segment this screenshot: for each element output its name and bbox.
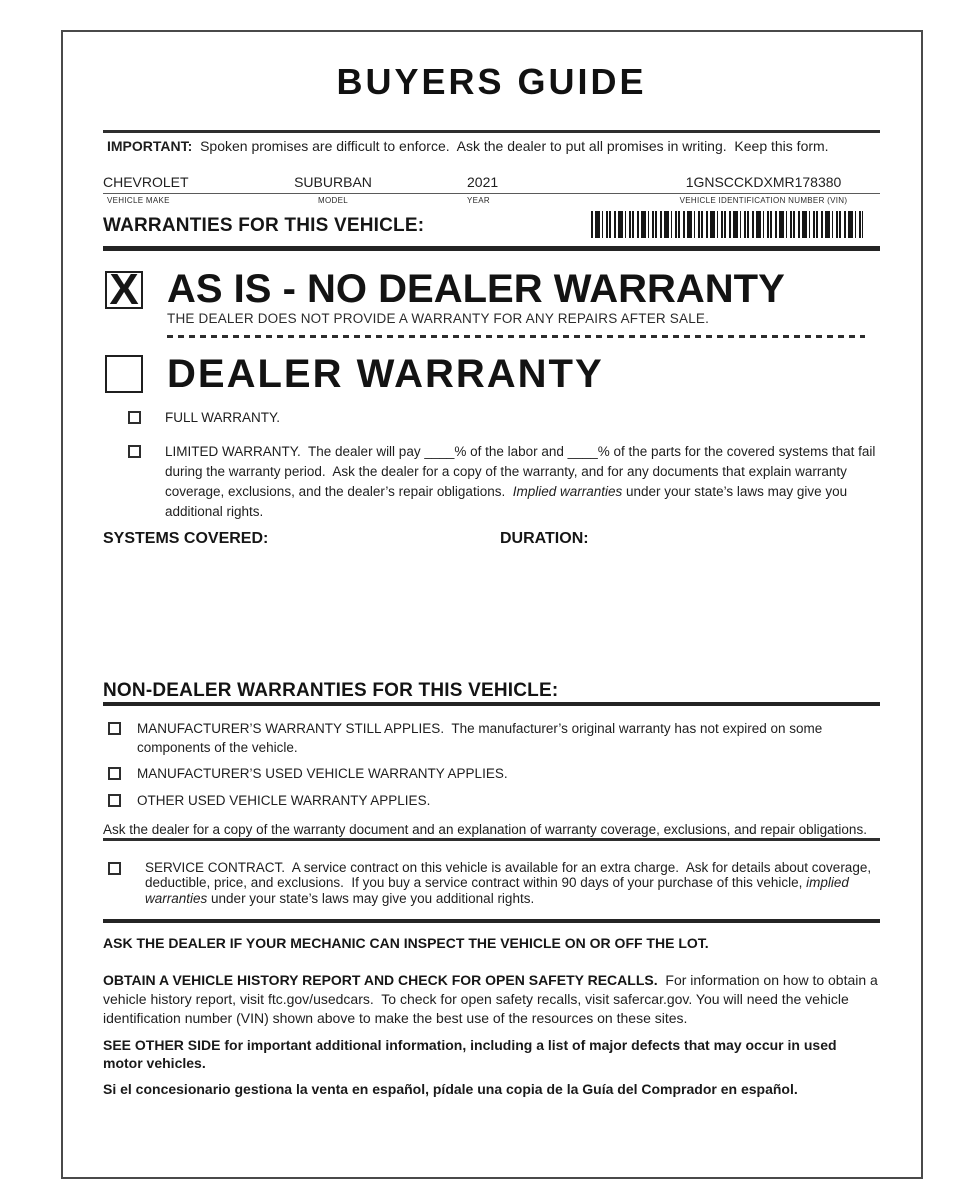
vehicle-year-value: 2021 [467, 173, 499, 190]
divider [103, 130, 880, 133]
vehicle-history-note [103, 971, 880, 1028]
vehicle-vin-label: VEHICLE IDENTIFICATION NUMBER (VIN) [679, 196, 848, 205]
manufacturer-warranty-text: MANUFACTURER’S WARRANTY STILL APPLIES. The manufacturer’s original warranty has not expired on some components of the vehicle. [137, 721, 827, 755]
important-text: Spoken promises are difficult to enforce. Ask the dealer to put all promises in writing. Keep this form. [192, 137, 829, 154]
divider [103, 838, 880, 841]
warranty-document-note: Ask the dealer for a copy of the warranty document and an explanation of warranty coverage, exclusions, and repair obligations. [103, 822, 867, 837]
systems-duration-row [103, 531, 880, 546]
vehicle-year-label: YEAR [467, 196, 490, 205]
vin-barcode [591, 211, 863, 238]
divider [103, 193, 880, 195]
limited-warranty-text-1: LIMITED WARRANTY. The dealer will pay ____% of the labor and ____% of the parts for the covered systems that fail during the warranty period. Ask the dealer for a copy of the warranty, and for any documents that explain warranty coverage, exclusions, and the dealer’s repair obligations. [165, 444, 880, 499]
limited-warranty-text [165, 442, 880, 522]
manufacturer-warranty-checkbox[interactable] [108, 722, 121, 735]
as-is-title: AS IS - NO DEALER WARRANTY [167, 267, 785, 311]
limited-warranty-checkbox[interactable] [128, 445, 141, 458]
buyers-guide-form [61, 30, 923, 1179]
limited-warranty-row [128, 442, 880, 522]
checkmark-x-glyph: X [109, 271, 139, 309]
systems-covered-label: SYSTEMS COVERED: [103, 530, 269, 547]
limited-warranty-italic: Implied warranties [512, 484, 623, 499]
vehicle-vin-value: 1GNSCCKDXMR178380 [685, 173, 842, 190]
other-used-warranty-row [108, 792, 880, 811]
vehicle-info-labels [103, 196, 880, 205]
duration-label: DURATION: [500, 530, 589, 547]
full-warranty-row [128, 410, 880, 425]
vehicle-make-value: CHEVROLET [103, 173, 189, 190]
see-other-side-note: SEE OTHER SIDE for important additional information, including a list of major defects that may occur in used motor vehicles. [103, 1037, 841, 1071]
service-contract-text-2: under your state’s laws may give you additional rights. [207, 890, 535, 906]
service-contract-text-1: SERVICE CONTRACT. A service contract on this vehicle is available for an extra charge. Ask for details about coverage, deductible, price, and exclusions. If you buy a service contract within 90 days of your purchase of this vehicle, [145, 859, 875, 890]
vehicle-model-label: MODEL [318, 196, 348, 205]
systems-covered-blank-area [103, 546, 880, 682]
warranties-heading: WARRANTIES FOR THIS VEHICLE: [103, 215, 425, 236]
important-note [103, 138, 880, 155]
manufacturer-used-warranty-row [108, 765, 880, 784]
vehicle-info-values [103, 174, 880, 190]
service-contract-italic: implied warranties [145, 875, 853, 906]
vehicle-model-value: SUBURBAN [294, 173, 372, 190]
dealer-warranty-title: DEALER WARRANTY [167, 352, 604, 396]
manufacturer-warranty-row [108, 720, 880, 757]
page-title: BUYERS GUIDE [336, 61, 647, 102]
other-used-warranty-text: OTHER USED VEHICLE WARRANTY APPLIES. [137, 792, 431, 808]
divider [103, 702, 880, 706]
as-is-checkbox[interactable] [105, 271, 143, 309]
manufacturer-used-warranty-text: MANUFACTURER’S USED VEHICLE WARRANTY APPLIES. [137, 766, 508, 781]
vehicle-make-label: VEHICLE MAKE [107, 196, 170, 205]
limited-warranty-text-2: under your state’s laws may give you additional rights. [165, 484, 851, 519]
non-dealer-heading: NON-DEALER WARRANTIES FOR THIS VEHICLE: [103, 680, 559, 701]
dashed-divider [167, 335, 865, 338]
vehicle-history-text: For information on how to obtain a vehicle history report, visit ftc.gov/usedcars. To check for open safety recalls, visit safercar.gov. You will need the vehicle identification number (VIN) shown above to make the best use of the resources on these sites. [103, 972, 882, 1026]
manufacturer-used-warranty-checkbox[interactable] [108, 767, 121, 780]
service-contract-text [145, 860, 880, 907]
spanish-note: Si el concesionario gestiona la venta en español, pídale una copia de la Guía del Comprador en español. [103, 1081, 798, 1097]
as-is-text-block [167, 267, 785, 326]
divider [103, 919, 880, 923]
full-warranty-label: FULL WARRANTY. [165, 410, 281, 425]
important-label: IMPORTANT: [107, 137, 193, 154]
as-is-subtitle: THE DEALER DOES NOT PROVIDE A WARRANTY FOR ANY REPAIRS AFTER SALE. [167, 311, 710, 326]
service-contract-row [108, 860, 880, 907]
service-contract-checkbox[interactable] [108, 862, 121, 875]
divider [103, 246, 880, 251]
mechanic-inspect-note: ASK THE DEALER IF YOUR MECHANIC CAN INSPECT THE VEHICLE ON OR OFF THE LOT. [103, 935, 709, 951]
dealer-warranty-option [103, 352, 880, 396]
other-used-warranty-checkbox[interactable] [108, 794, 121, 807]
full-warranty-checkbox[interactable] [128, 411, 141, 424]
vehicle-history-lead: OBTAIN A VEHICLE HISTORY REPORT AND CHECK FOR OPEN SAFETY RECALLS. [103, 972, 658, 988]
dealer-warranty-checkbox[interactable] [105, 355, 143, 393]
as-is-option [103, 267, 880, 326]
warranties-header-row [103, 211, 880, 238]
